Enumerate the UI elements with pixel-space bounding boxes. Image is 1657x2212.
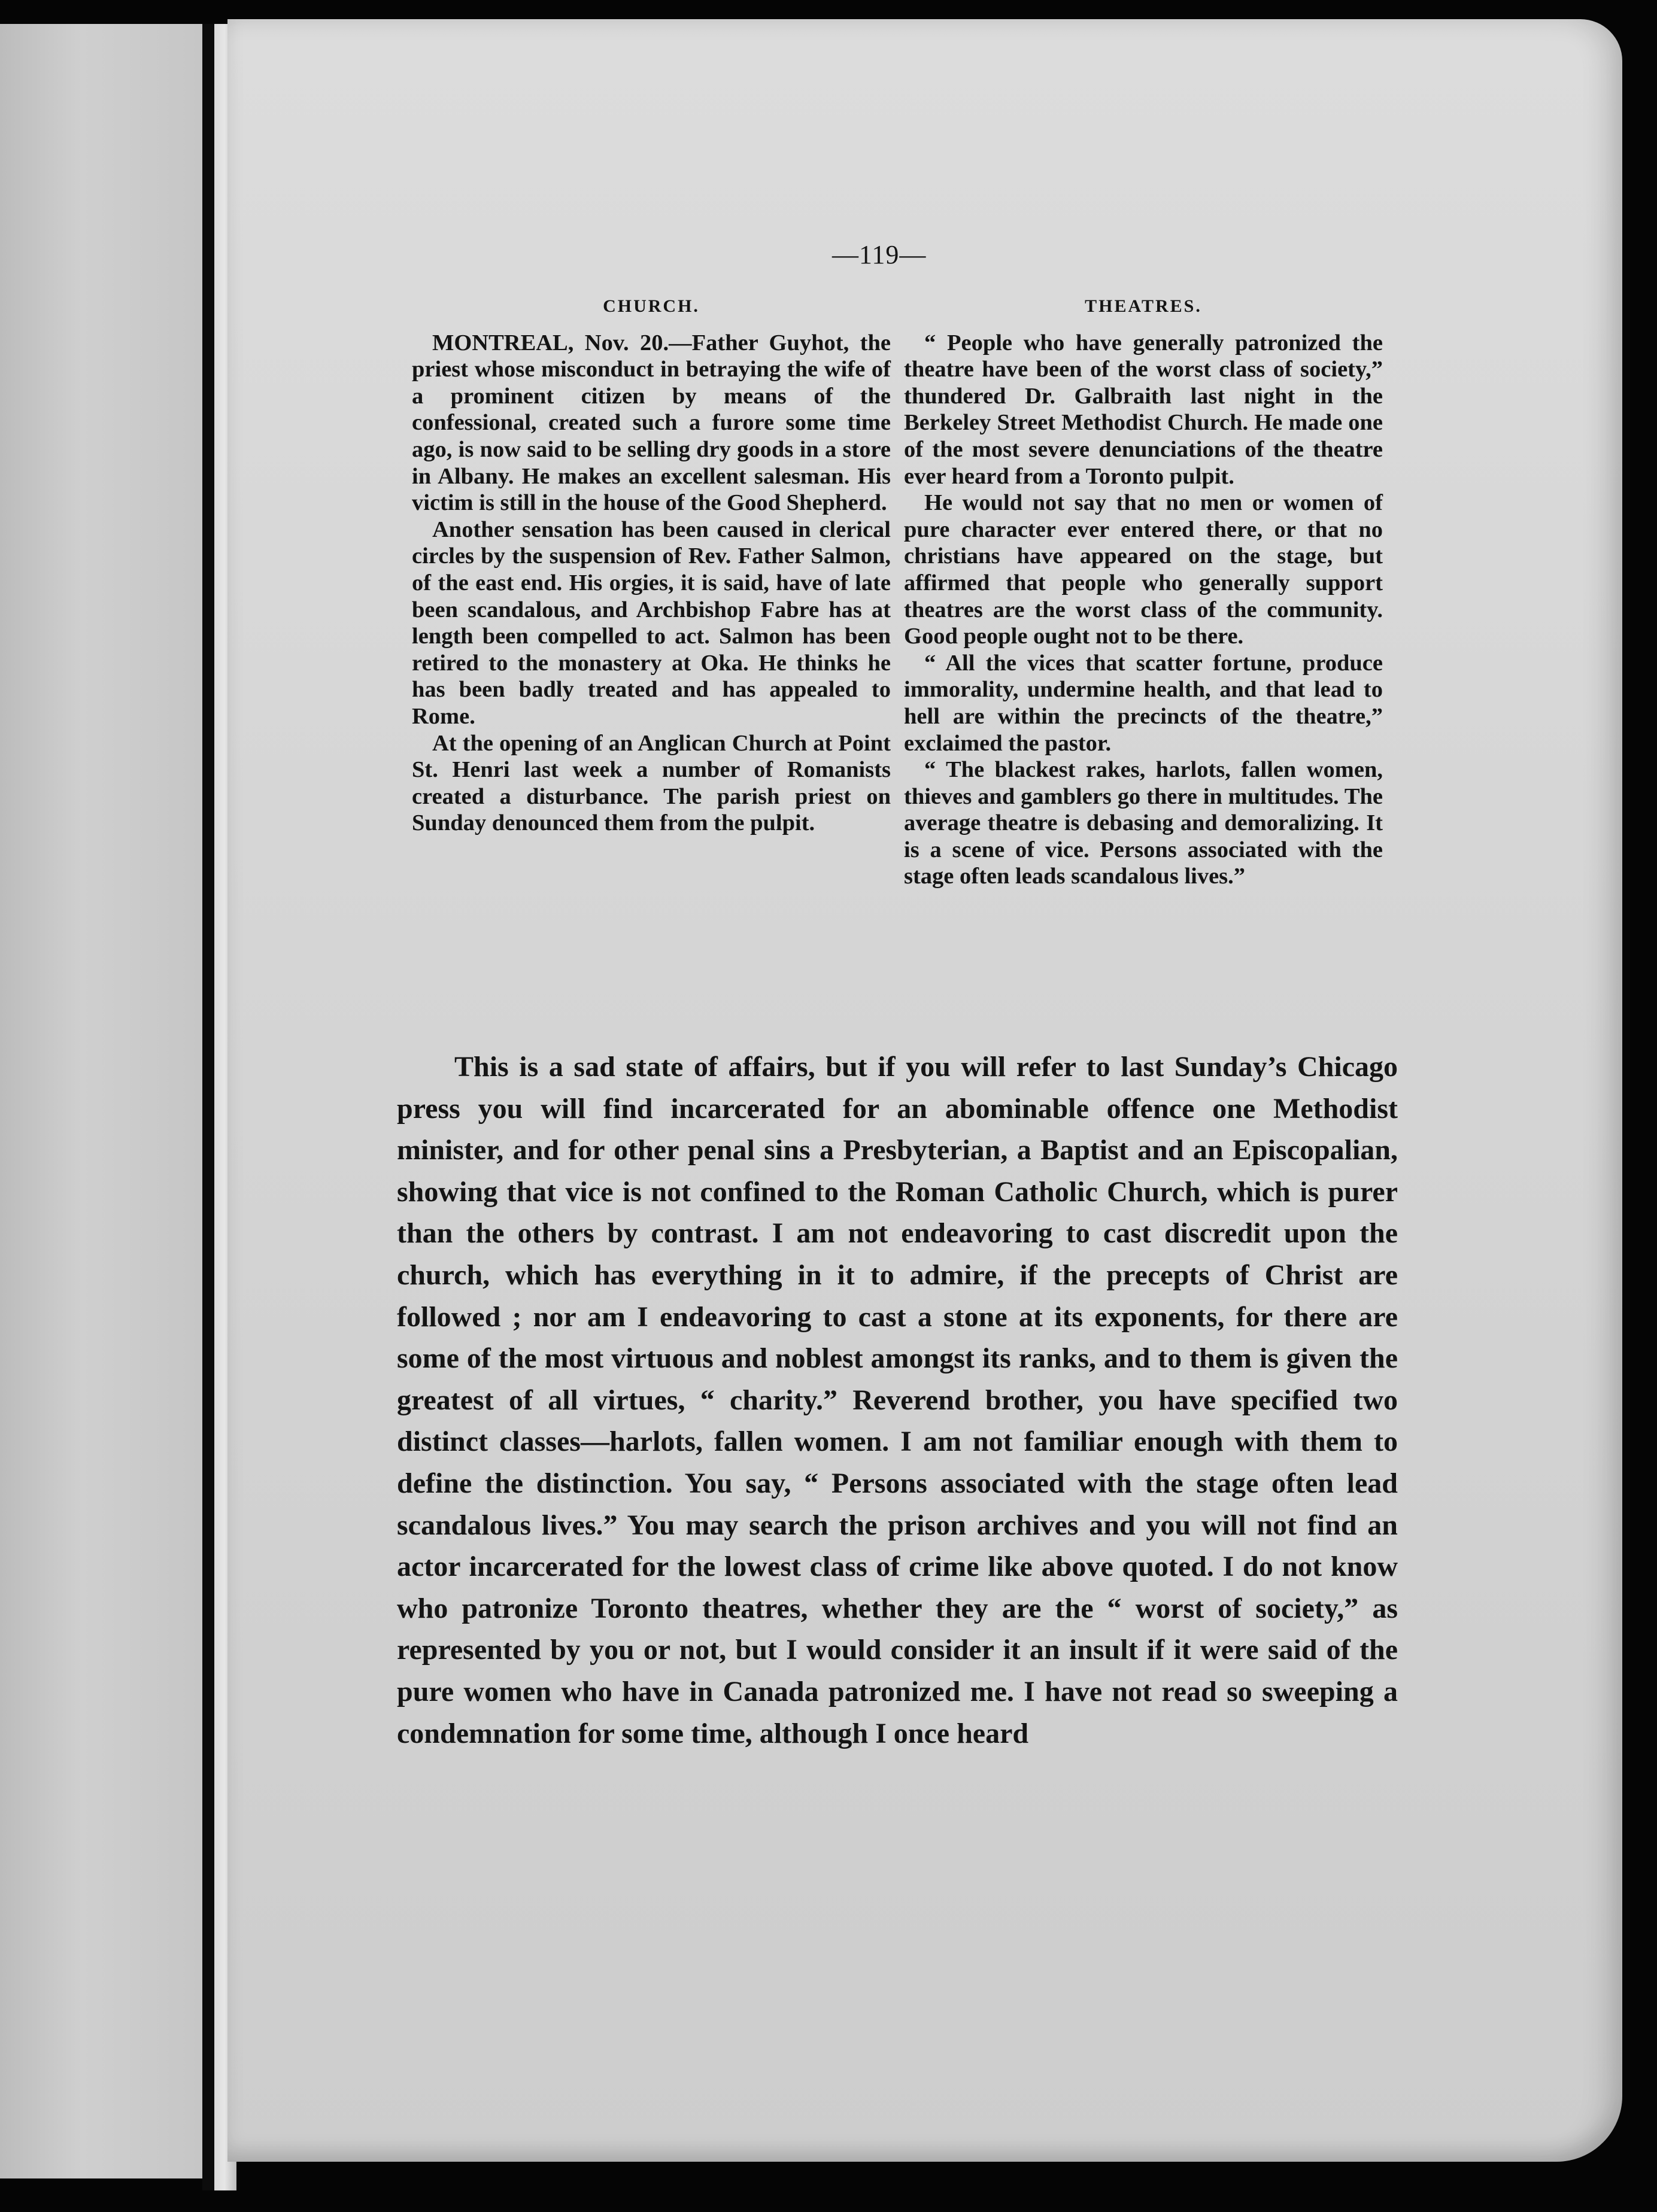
page-number: —119—	[832, 240, 927, 269]
clipping-theatres	[904, 293, 1383, 890]
clipping-paragraph: “ The blackest rakes, harlots, fallen women, thieves and gamblers go there in multitudes. The average theatre is debasing and demoralizing. It is a scene of vice. Persons associated with the stage often leads scandalous lives.”	[904, 757, 1383, 889]
clipping-church	[412, 293, 891, 837]
clipping-heading: THEATRES.	[1085, 296, 1202, 316]
clipping-paragraph: At the opening of an Anglican Church at Point St. Henri last week a number of Romanists created a disturbance. The parish priest on Sunday denounced them from the pulpit.	[412, 730, 891, 836]
clipping-paragraph: MONTREAL, Nov. 20.—Father Guyhot, the priest whose misconduct in betraying the wife of a prominent citizen by means of the confessional, created such a furore some time ago, is now said to be selling dry goods in a store in Albany. He makes an excellent salesman. His victim is still in the house of the Good Shepherd.	[412, 330, 891, 516]
clipping-paragraph: Another sensation has been caused in clerical circles by the suspension of Rev. Father Salmon, of the east end. His orgies, it is said, have of late been scandalous, and Archbishop Fabre has at length been compelled to act. Salmon has been retired to the monastery at Oka. He thinks he has been badly treated and has appealed to Rome.	[412, 516, 891, 729]
clipping-heading: CHURCH.	[603, 296, 700, 316]
facing-page	[0, 24, 204, 2178]
book-gutter	[202, 24, 214, 2190]
clipping-paragraph: “ All the vices that scatter fortune, produce immorality, undermine health, and that lead to hell are within the precincts of the theatre,” exclaimed the pastor.	[904, 650, 1383, 756]
clipping-paragraph: “ People who have generally patronized the theatre have been of the worst class of society,” thundered Dr. Galbraith last night in the Berkeley Street Methodist Church. He made one of the most severe denunciations of the theatre ever heard from a Toronto pulpit.	[904, 330, 1383, 489]
clipping-paragraph: He would not say that no men or women of pure character ever entered there, or that no christians have appeared on the stage, but affirmed that people who generally support theatres are the worst class of the community. Good people ought not to be there.	[904, 490, 1383, 649]
body-paragraph: This is a sad state of affairs, but if you will refer to last Sunday’s Chicago press you will find incarcerated for an abominable offence one Methodist minister, and for other penal sins a Presbyterian, a Baptist and an Episcopalian, showing that vice is not confined to the Roman Catholic Church, which is purer than the others by contrast. I am not endeavoring to cast discredit upon the church, which has everything in it to admire, if the precepts of Christ are followed ; nor am I endeavoring to cast a stone at its exponents, for there are some of the most virtuous and noblest amongst its ranks, and to them is given the greatest of all virtues, “ charity.” Reverend brother, you have specified two distinct classes—harlots, fallen women. I am not familiar enough with them to define the distinction. You say, “ Persons associated with the stage often lead scandalous lives.” You may search the prison archives and you will not find an actor incarcerated for the lowest class of crime like above quoted. I do not know who patronize Toronto theatres, whether they are the “ worst of society,” as represented by you or not, but I would consider it an insult if it were said of the pure women who have in Canada patronized me. I have not read so sweeping a condemnation for some time, although I once heard	[397, 1051, 1398, 1749]
